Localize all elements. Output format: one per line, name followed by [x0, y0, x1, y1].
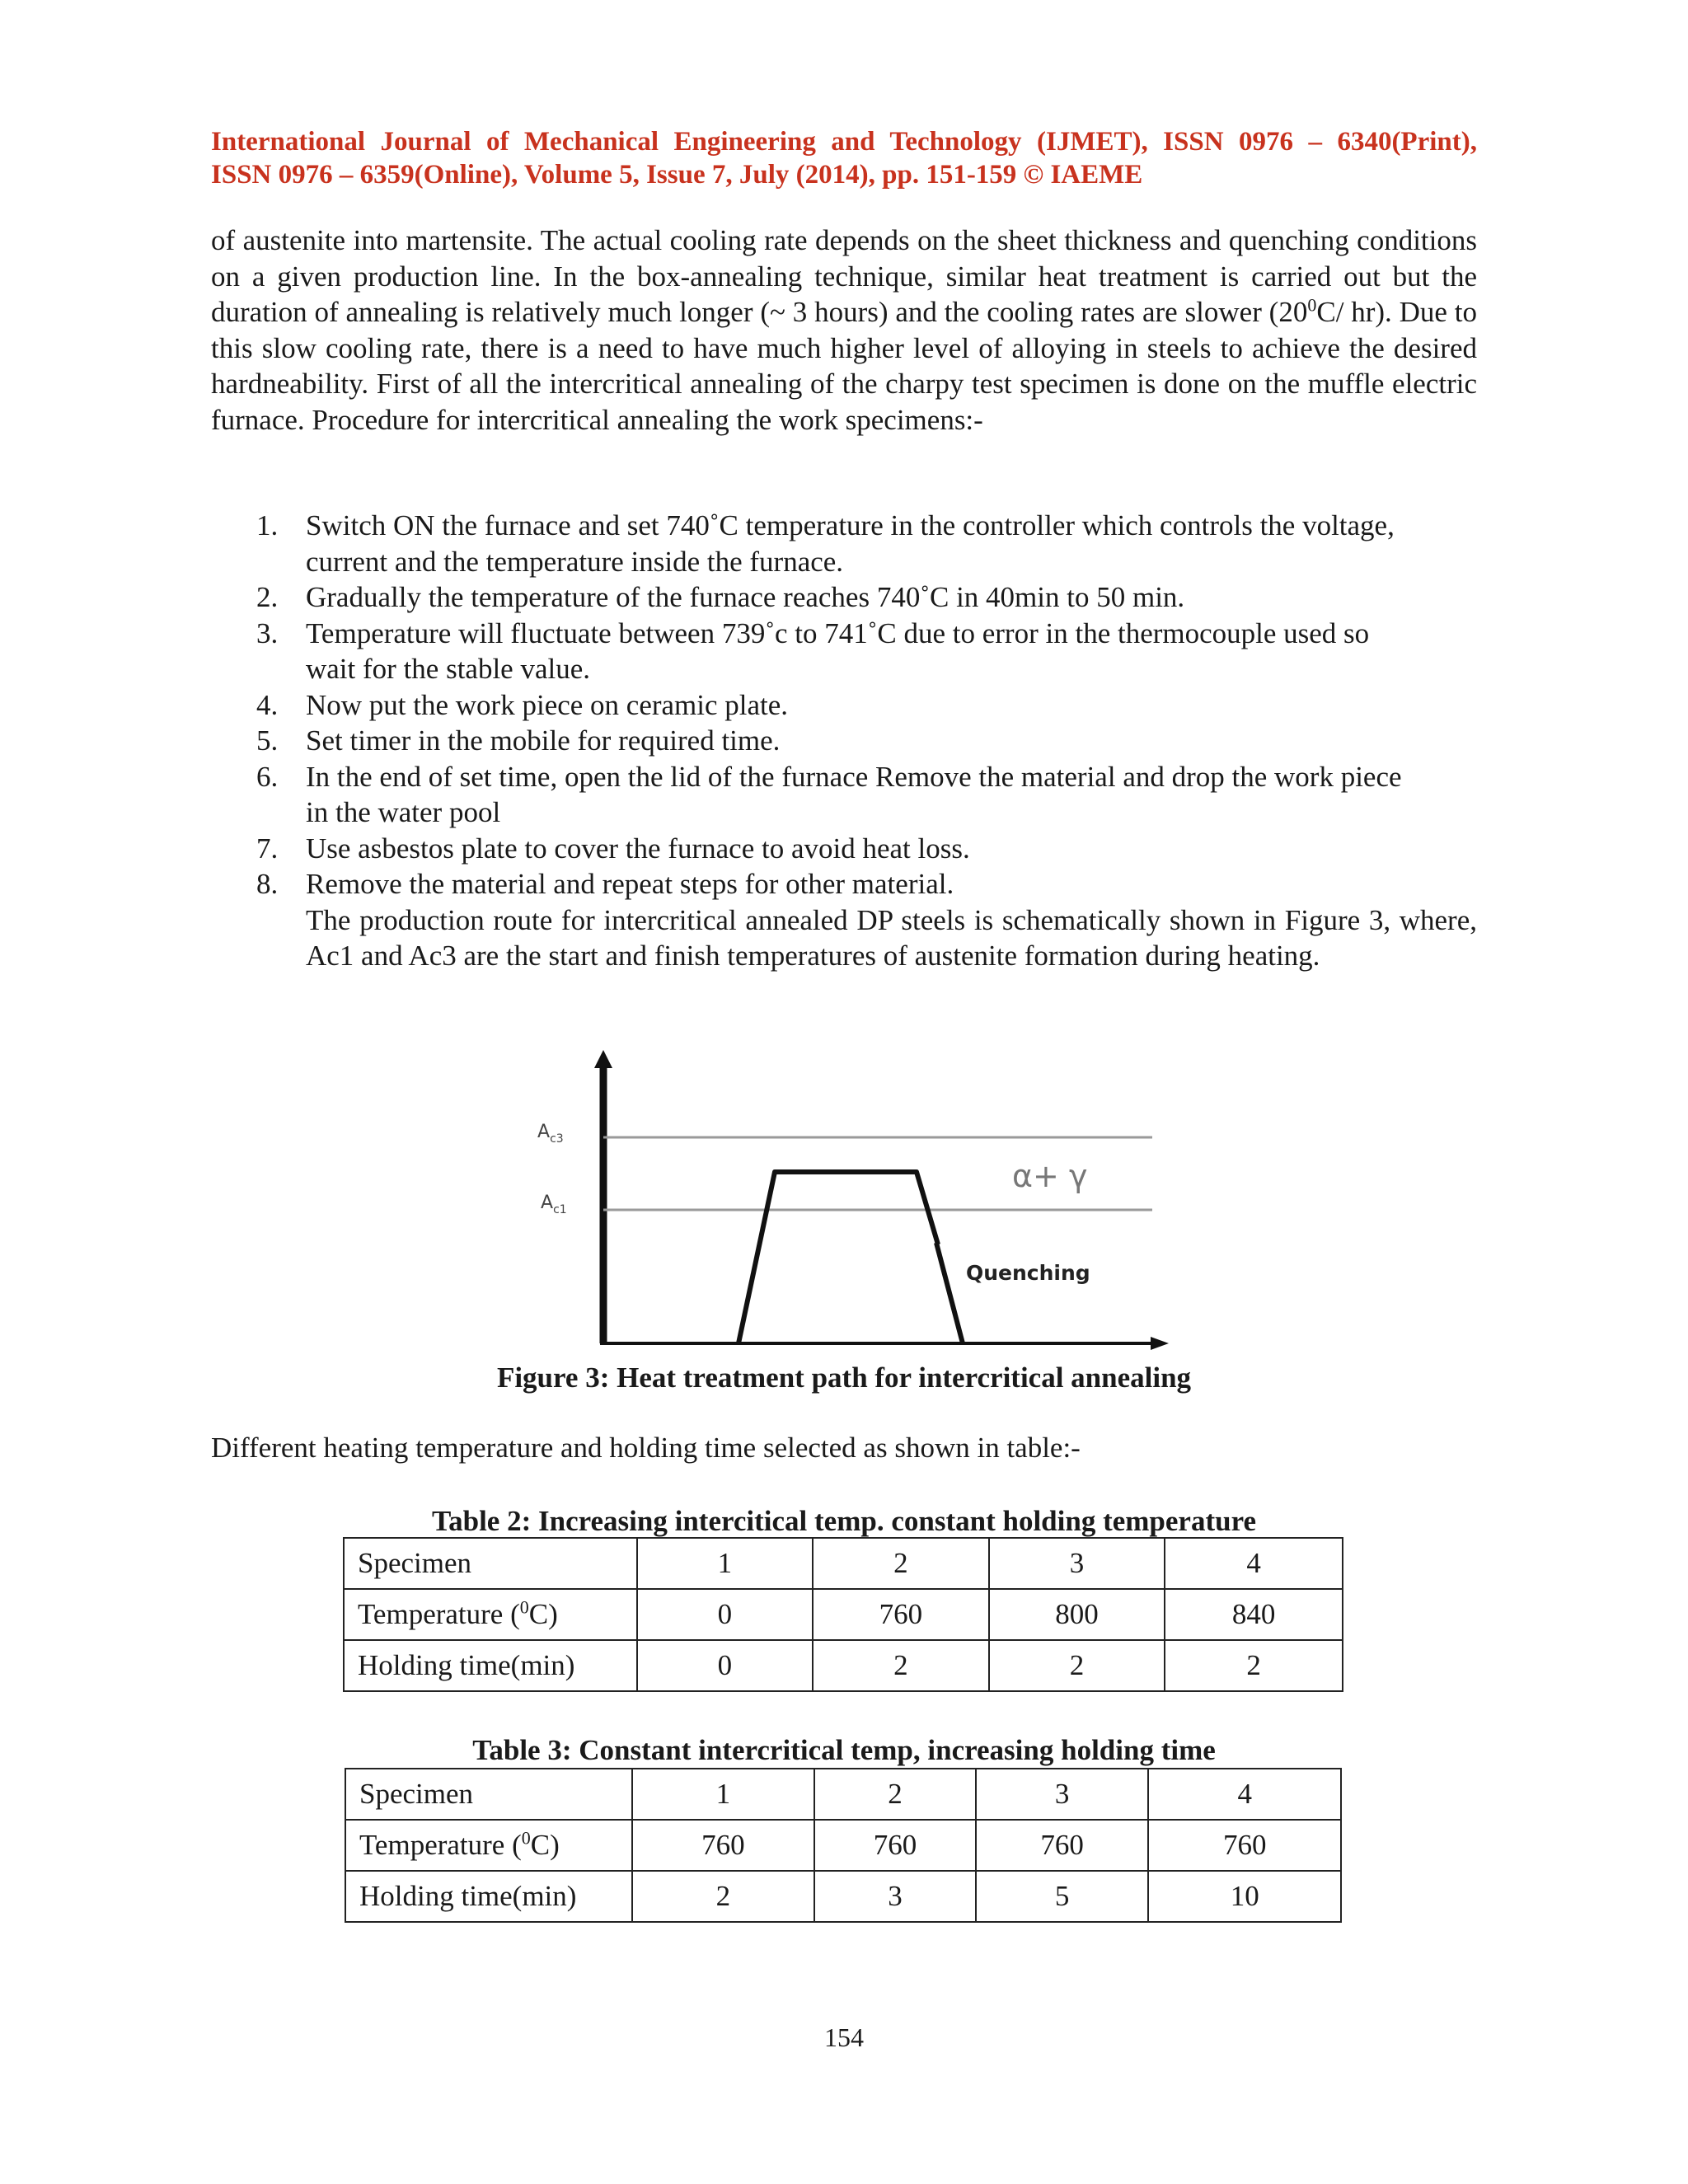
table-cell: 3	[989, 1538, 1165, 1589]
procedure-step	[211, 759, 1477, 831]
step-text: Switch ON the furnace and set 740˚C temperature in the controller which controls the voltage, current and the temperature inside the furnace.	[306, 509, 1395, 578]
step-number: 1.	[256, 509, 279, 541]
table-cell: 760	[976, 1820, 1149, 1871]
table-row	[345, 1820, 1341, 1871]
procedure-list	[211, 508, 1477, 974]
step-text: In the end of set time, open the lid of the furnace Remove the material and drop the work piece in the water pool	[306, 760, 1402, 828]
row-label: Holding time(min)	[344, 1640, 637, 1691]
step-number: 4.	[256, 688, 279, 721]
table-3-caption: Table 3: Constant intercritical temp, increasing holding time	[472, 1734, 1216, 1766]
table-row	[345, 1769, 1341, 1820]
journal-header-line-2: ISSN 0976 – 6359(Online), Volume 5, Issue 7, July (2014), pp. 151-159 © IAEME	[211, 160, 1143, 190]
procedure-step	[211, 831, 1477, 867]
time-axis-arrowhead	[1151, 1337, 1169, 1350]
table-cell: 2	[814, 1769, 976, 1820]
row-label: Temperature ($^0$C)	[344, 1589, 637, 1640]
procedure-step	[211, 508, 1477, 579]
intro-text-part-2: C/ hr). Due to this slow cooling rate, there is a need to have much higher level of alloying in steels to achieve the desired hardneability. First of all the intercritical annealing of the charpy test specimen is done on the muffle electric furnace. Procedure for intercritical annealing the work specimens:-	[211, 296, 1477, 436]
step-number: 7.	[256, 832, 279, 865]
intro-text-part-1: of austenite into martensite. The actual cooling rate depends on the sheet thickness and quenching conditions on a given production line. In the box-annealing technique, similar heat treatment is carried out but the duration of annealing is relatively much longer (~ 3 hours) and the cooling rates are slower (20	[211, 224, 1477, 328]
tables-intro-text: Different heating temperature and holding time selected as shown in table:-	[211, 1432, 1081, 1464]
table-cell: 2	[813, 1538, 989, 1589]
step-number: 6.	[256, 760, 279, 793]
table-cell: 4	[1165, 1538, 1343, 1589]
table-cell: 5	[976, 1871, 1149, 1922]
table-cell: 10	[1148, 1871, 1341, 1922]
table-cell: 760	[814, 1820, 976, 1871]
followup-text: The production route for intercritical annealed DP steels is schematically shown in Figure 3, where, Ac1 and Ac3 are the start and finish temperatures of austenite formation during heating.	[306, 903, 1477, 972]
heat-treatment-diagram	[511, 1047, 1170, 1352]
row-label: Temperature ($^0$C)	[345, 1820, 632, 1871]
step-text: Remove the material and repeat steps for other material.	[306, 868, 954, 900]
step-number: 8.	[256, 868, 279, 900]
heat-treatment-figure	[511, 1047, 1170, 1352]
table-cell: 840	[1165, 1589, 1343, 1640]
row-label: Holding time(min)	[345, 1871, 632, 1922]
heating-holding-path	[738, 1172, 938, 1343]
table-2-caption: Table 2: Increasing intercitical temp. constant holding temperature	[431, 1505, 1257, 1537]
phase-region-label: α+ γ	[1012, 1158, 1088, 1194]
step-text: Use asbestos plate to cover the furnace to avoid heat loss.	[306, 832, 970, 865]
table-2	[343, 1537, 1343, 1692]
step-text: Temperature will fluctuate between 739˚c to 741˚C due to error in the thermocouple used so wait for the stable value.	[306, 616, 1370, 685]
row-label: Specimen	[345, 1769, 632, 1820]
procedure-step	[211, 866, 1477, 902]
table-cell: 2	[813, 1640, 989, 1691]
quenching-label: Quenching	[966, 1261, 1090, 1285]
step-number: 5.	[256, 724, 279, 757]
procedure-followup	[211, 902, 1477, 974]
table-cell: 3	[976, 1769, 1149, 1820]
quenching-path	[936, 1243, 963, 1343]
step-text: Set timer in the mobile for required time.	[306, 724, 781, 757]
table-cell: 2	[632, 1871, 815, 1922]
table-cell: 800	[989, 1589, 1165, 1640]
table-row	[344, 1640, 1343, 1691]
table-cell: 760	[1148, 1820, 1341, 1871]
intro-paragraph	[211, 223, 1477, 438]
table-cell: 0	[637, 1640, 814, 1691]
procedure-step	[211, 723, 1477, 759]
table-cell: 760	[632, 1820, 815, 1871]
row-label: Specimen	[344, 1538, 637, 1589]
table-3	[345, 1768, 1342, 1923]
table-cell: 3	[814, 1871, 976, 1922]
table-cell: 1	[637, 1538, 814, 1589]
step-number: 3.	[256, 616, 279, 649]
page-number: 154	[824, 2022, 864, 2052]
temperature-axis-arrowhead	[594, 1050, 612, 1068]
table-cell: 2	[1165, 1640, 1343, 1691]
ac3-label: $A_{c3}$	[537, 1122, 564, 1146]
table-cell: 760	[813, 1589, 989, 1640]
journal-header	[211, 125, 1477, 191]
table-row	[344, 1538, 1343, 1589]
step-text: Gradually the temperature of the furnace reaches 740˚C in 40min to 50 min.	[306, 581, 1185, 613]
figure-caption: Figure 3: Heat treatment path for intercritical annealing	[496, 1361, 1192, 1394]
step-number: 2.	[256, 581, 279, 613]
procedure-step	[211, 616, 1477, 687]
table-row	[344, 1589, 1343, 1640]
table-row	[345, 1871, 1341, 1922]
step-text: Now put the work piece on ceramic plate.	[306, 688, 789, 721]
procedure-step	[211, 579, 1477, 616]
table-cell: 4	[1148, 1769, 1341, 1820]
ac1-label: $A_{c1}$	[541, 1193, 567, 1216]
table-cell: 2	[989, 1640, 1165, 1691]
table-cell: 0	[637, 1589, 814, 1640]
intro-superscript: 0	[1307, 294, 1317, 316]
table-cell: 1	[632, 1769, 815, 1820]
journal-header-line-1: International Journal of Mechanical Engineering and Technology (IJMET), ISSN 0976 – 6340(Print),	[211, 127, 1477, 157]
procedure-step	[211, 687, 1477, 724]
